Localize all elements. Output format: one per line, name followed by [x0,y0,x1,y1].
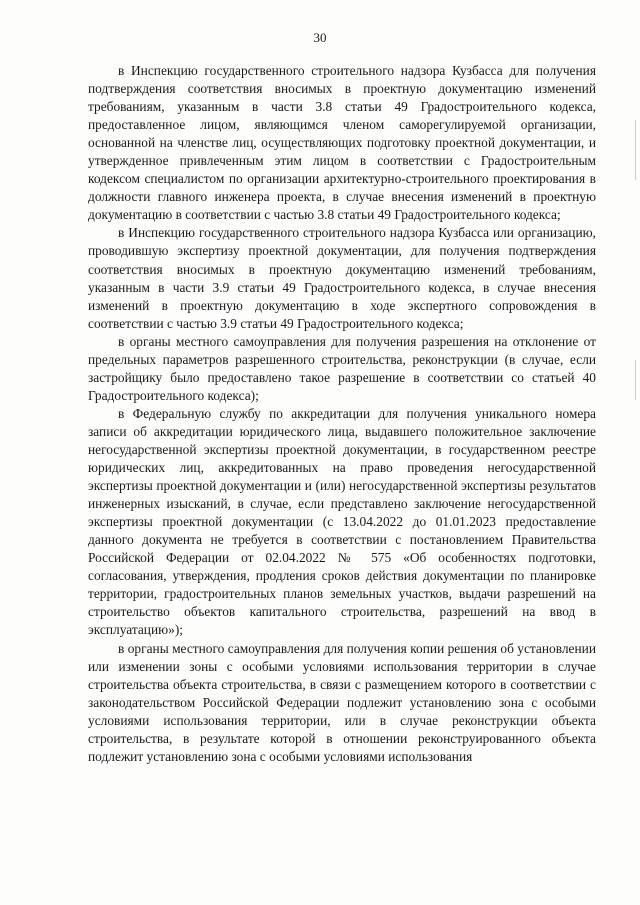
paragraph-special-zone-decision: в органы местного самоуправления для получения копии решения об установлении или изменении зоны с особыми условиями использования территории в случае строительства объекта строительства, в связи с размещением которого в соответствии с законодательством Российской Федерации подлежит установлению зона с особыми условиями использования территории, или в случае реконструкции объекта строительства, в результате которой в отношении реконструированного объекта подлежит установлению зона с особыми условиями использования [88,640,596,764]
paragraph-inspection-3-9: в Инспекцию государственного строительного надзора Кузбасса или организацию, проводившую экспертизу проектной документации, для получения подтверждения соответствия вносимых в проектную документацию изменений требованиям, указанным в части 3.9 статьи 49 Градостроительного кодекса, в случае внесения изменений в проектную документацию в ходе экспертного сопровождения в соответствии с частью 3.9 статьи 49 Градостроительного кодекса; [88,225,596,331]
document-body [88,62,596,766]
paragraph-inspection-3-8: в Инспекцию государственного строительного надзора Кузбасса для получения подтверждения соответствия вносимых в проектную документацию изменений требованиям, указанным в части 3.8 статьи 49 Градостроительного кодекса, предоставленное лицом, являющимся членом саморегулируемой организации, основанной на членстве лиц, осуществляющих подготовку проектной документации, и утвержденное привлеченным этим лицом в соответствии с Градостроительным кодексом специалистом по организации архитектурно-строительного проектирования в должности главного инженера проекта, в случае внесения изменений в проектную документацию в соответствии с частью 3.8 статьи 49 Градостроительного кодекса; [88,63,596,223]
paragraph-accreditation-service: в Федеральную службу по аккредитации для получения уникального номера записи об аккредитации юридического лица, выдавшего положительное заключение негосударственной экспертизы проектной документации, в государственном реестре юридических лиц, аккредитованных на право проведения негосударственной экспертизы проектной документации и (или) негосударственной экспертизы результатов инженерных изысканий, в случае, если представлено заключение негосударственной экспертизы проектной документации (с 13.04.2022 до 01.01.2023 предоставление данного документа не требуется в соответствии с постановлением Правительства Российской Федерации от 02.04.2022 № 575 «Об особенностях подготовки, согласования, утверждения, продления сроков действия документации по планировке территории, градостроительных планов земельных участков, выдачи разрешений на строительство объектов капитального строительства, разрешений на ввод в эксплуатацию»); [88,405,596,638]
paragraph-deviation-permit: в органы местного самоуправления для получения разрешения на отклонение от предельных параметров разрешенного строительства, реконструкции (в случае, если застройщику было предоставлено такое разрешение в соответствии со статьей 40 Градостроительного кодекса); [88,333,596,403]
page-number: 30 [313,30,327,45]
scan-edge-mark [635,120,636,180]
scan-edge-mark [635,360,636,400]
